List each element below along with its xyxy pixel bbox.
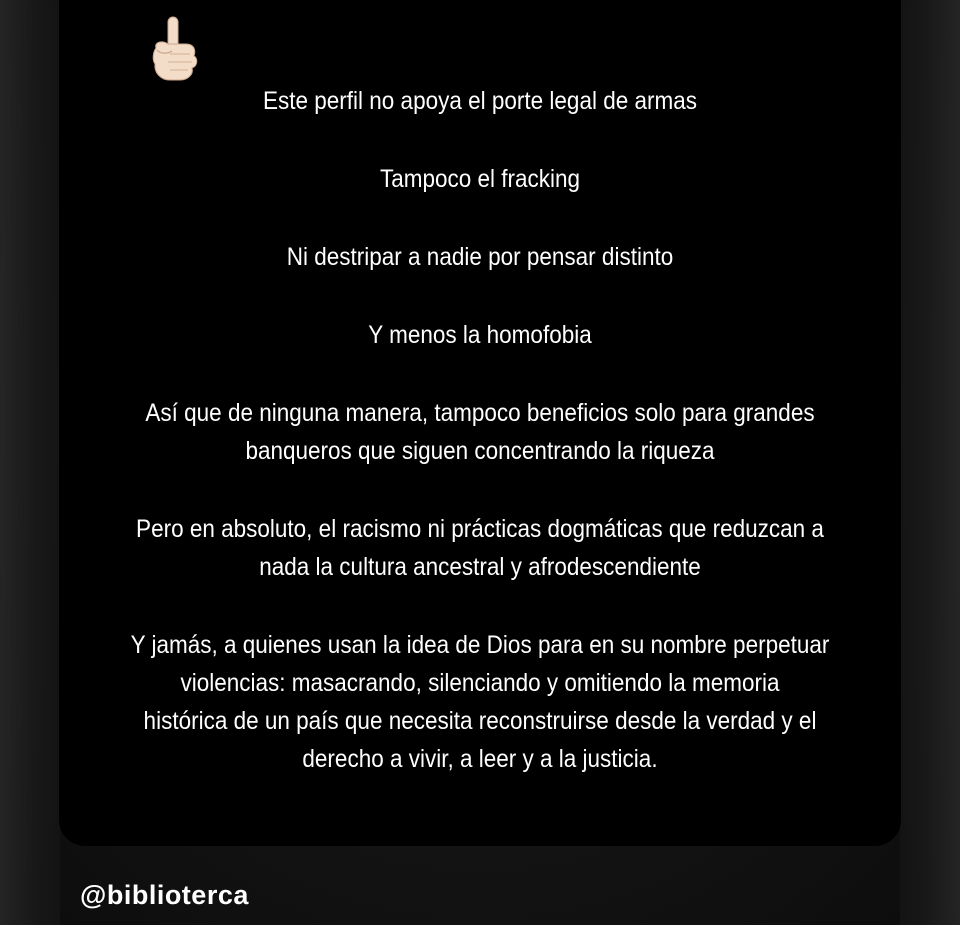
story-text <box>120 82 840 818</box>
paragraph-1: Este perfil no apoya el porte legal de armas <box>262 87 697 115</box>
paragraph-5: Así que de ninguna manera, tampoco beneficios solo para grandes banqueros que siguen concentrando la riqueza <box>145 399 815 465</box>
paragraph-4: Y menos la homofobia <box>368 321 592 349</box>
username-handle[interactable]: @biblioterca <box>80 880 249 910</box>
paragraph-6: Pero en absoluto, el racismo ni prácticas dogmáticas que reduzcan a nada la cultura ancestral y afrodescendiente <box>136 515 824 581</box>
paragraph-3: Ni destripar a nadie por pensar distinto <box>286 243 674 271</box>
paragraph-2: Tampoco el fracking <box>379 165 581 193</box>
blurred-background-right <box>900 0 960 925</box>
pointing-up-hand-icon <box>146 14 204 82</box>
paragraph-7: Y jamás, a quienes usan la idea de Dios para en su nombre perpetuar violencias: masacrando, silenciando y omitiendo la memoria histórica de un país que necesita reconstruirse desde la verdad y el derecho a vivir, a leer y a la justicia. <box>130 631 830 773</box>
blurred-background-left <box>0 0 60 925</box>
